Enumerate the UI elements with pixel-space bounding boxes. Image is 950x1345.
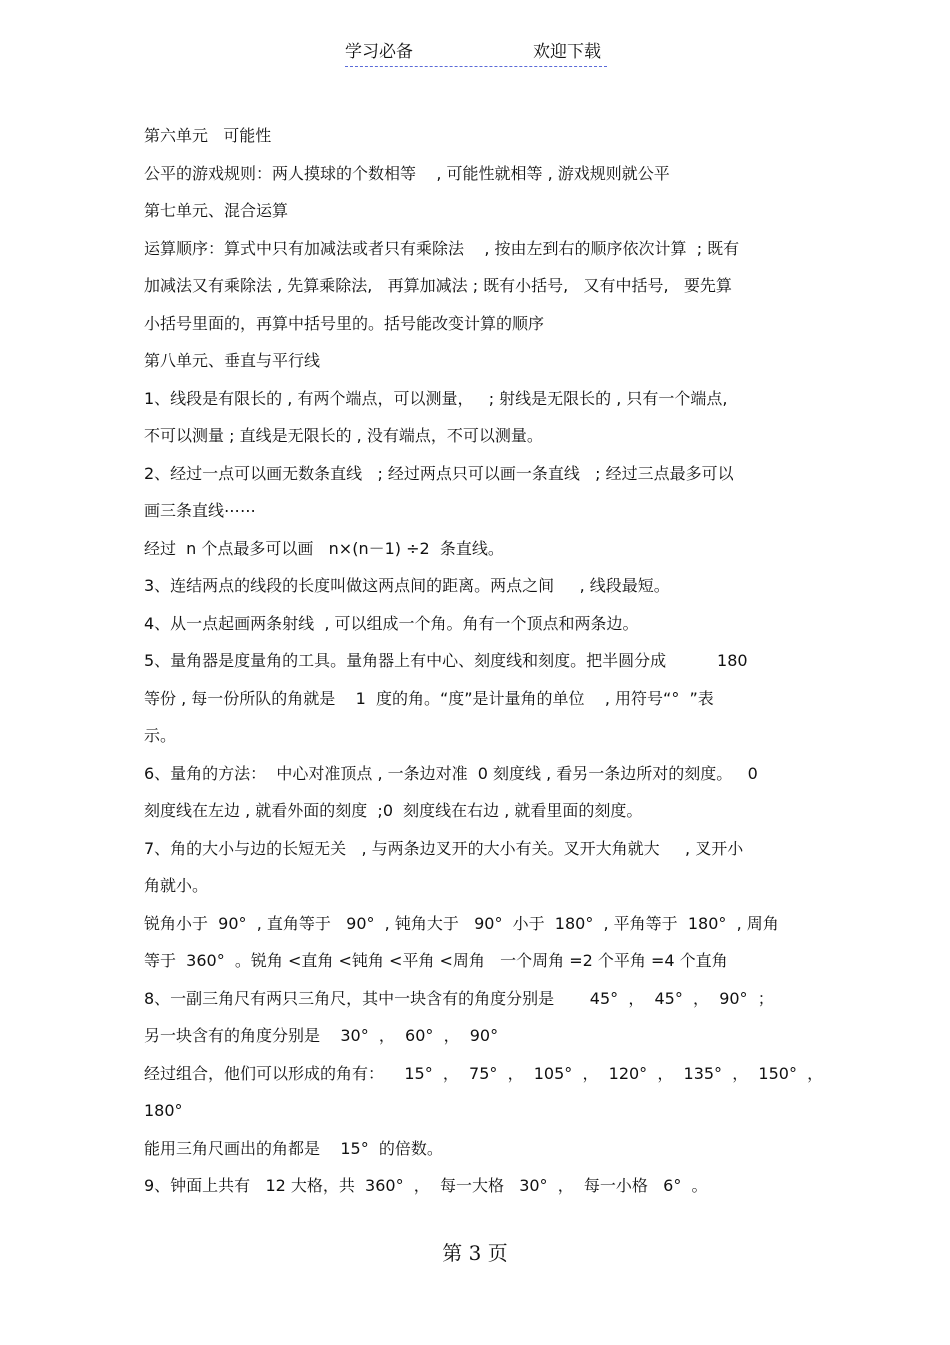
text-line: 加减法又有乘除法 , 先算乘除法, 再算加减法 ; 既有小括号, 又有中括号, 要先算 [144, 276, 732, 295]
text-line: 经过 n 个点最多可以画 n×(n－1) ÷2 条直线。 [144, 538, 504, 558]
text-line: 小括号里面的，再算中括号里的。括号能改变计算的顺序 [144, 313, 545, 333]
text-line: 3、连结两点的线段的长度叫做这两点间的距离。两点之间 , 线段最短。 [144, 576, 670, 595]
unit-seven-heading: 第七单元、混合运算 [144, 201, 289, 220]
text-line: 经过组合，他们可以形成的角有： 15° ， 75° ， 105° ， 120° ， 135° ， 150° ， [144, 1063, 824, 1083]
text-line: 示。 [144, 726, 177, 745]
text-line: 角就小。 [144, 876, 209, 895]
unit-eight-heading: 第八单元、垂直与平行线 [144, 351, 321, 370]
text-line: 4、从一点起画两条射线 , 可以组成一个角。角有一个顶点和两条边。 [144, 613, 639, 633]
text-line: 公平的游戏规则：两人摸球的个数相等 , 可能性就相等 , 游戏规则就公平 [144, 163, 670, 183]
text-line: 9、钟面上共有 12 大格，共 360° ， 每一大格 30° ， 每一小格 6° 。 [144, 1176, 708, 1195]
text-line: 等于 360° 。锐角 <直角 <钝角 <平角 <周角 一个周角 =2 个平角 =4 个直角 [144, 951, 728, 970]
header-right-text: 欢迎下载 [533, 42, 601, 62]
unit-six-heading: 第六单元 可能性 [144, 126, 272, 145]
header-left-text: 学习必备 [345, 42, 413, 62]
page-number: 第 3 页 [442, 1241, 508, 1265]
text-line: 刻度线在左边 , 就看外面的刻度 ;0 刻度线在右边 , 就看里面的刻度。 [144, 801, 643, 820]
text-line: 画三条直线⋯⋯ [144, 501, 257, 520]
text-line: 等份 , 每一份所队的角就是 1 度的角。“度”是计量角的单位 , 用符号“° ”表 [144, 688, 714, 708]
text-line: 7、角的大小与边的长短无关 , 与两条边叉开的大小有关。叉开大角就大 , 叉开小 [144, 838, 744, 858]
text-line: 8、一副三角尺有两只三角尺，其中一块含有的角度分别是 45° ， 45° ， 90° ； [144, 988, 774, 1008]
document-body [144, 117, 824, 1205]
text-line: 1、线段是有限长的 , 有两个端点，可以测量， ; 射线是无限长的 , 只有一个端点, [144, 388, 728, 408]
text-line: 180° [144, 1101, 183, 1120]
text-line: 运算顺序：算式中只有加减法或者只有乘除法 , 按由左到右的顺序依次计算 ; 既有 [144, 238, 740, 258]
text-line: 6、量角的方法： 中心对准顶点 , 一条边对准 0 刻度线 , 看另一条边所对的刻度。 0 [144, 763, 758, 783]
page-header [345, 40, 607, 67]
text-line: 另一块含有的角度分别是 30° ， 60° ， 90° [144, 1026, 499, 1045]
text-line: 不可以测量 ; 直线是无限长的 , 没有端点，不可以测量。 [144, 426, 543, 445]
text-line: 能用三角尺画出的角都是 15° 的倍数。 [144, 1138, 443, 1158]
text-line: 锐角小于 90° , 直角等于 90° , 钝角大于 90° 小于 180° , 平角等于 180° , 周角 [144, 913, 779, 933]
text-line: 2、经过一点可以画无数条直线 ; 经过两点只可以画一条直线 ; 经过三点最多可以 [144, 463, 734, 483]
text-line: 5、量角器是度量角的工具。量角器上有中心、刻度线和刻度。把半圆分成 180 [144, 651, 748, 670]
